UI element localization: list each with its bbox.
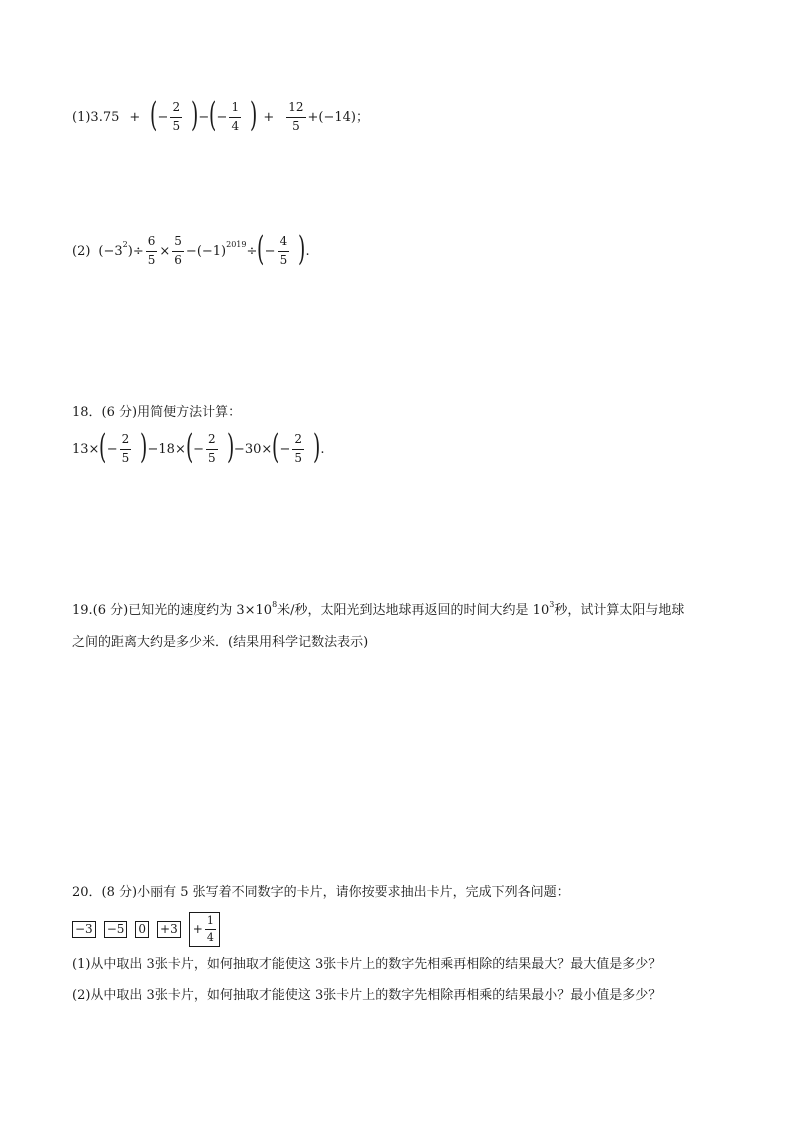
label: (2) [72,243,91,259]
question-text: 20．(8 分)小丽有 5 张写着不同数字的卡片，请你按要求抽出卡片，完成下列各问题： [72,885,570,900]
tail-term: +(−14)； [307,109,370,125]
power-base: (−3 [98,243,123,259]
q20-title [72,886,570,899]
right-paren: ) [298,229,306,269]
fraction [286,101,305,132]
number-card: −5 [104,921,128,938]
fraction [120,433,132,464]
numerator: 4 [278,235,290,251]
denominator: 6 [174,252,182,267]
left-paren: ( [209,95,217,135]
minus-sign: − [198,109,210,125]
term: 13× [72,441,100,457]
fraction [278,235,290,266]
period: . [305,243,310,259]
q20-sub1 [72,958,661,971]
denominator: 5 [292,118,300,133]
number-card: +3 [157,921,181,938]
plus-sign: + [192,922,203,936]
question-text: 之间的距离大约是多少米．(结果用科学记数法表示) [72,635,369,650]
fraction [205,915,216,944]
number-card: 0 [135,921,149,938]
denominator: 5 [294,450,303,465]
q17-part1-expression [72,95,370,135]
minus-sign: − [279,441,291,457]
left-paren: ( [99,427,107,467]
exponent: 8 [272,599,278,609]
period: . [320,441,325,457]
right-paren: ) [250,95,258,135]
fraction [292,433,304,464]
numerator: 1 [205,915,216,930]
exponent: 2 [122,240,128,249]
exponent: 2019 [226,240,247,249]
right-paren: ) [140,427,148,467]
question-text: (1)从中取出 3张卡片，如何抽取才能使这 3张卡片上的数字先相乘再相除的结果最大？最大值是多少？ [72,957,662,972]
right-paren: ) [313,427,321,467]
q20-sub2 [72,989,661,1002]
exponent: 3 [549,599,555,609]
minus-sign: − [264,243,276,259]
fraction [229,101,241,132]
label: (1) [72,109,91,125]
fraction [172,235,184,266]
middle-term: −(−1) [185,243,227,259]
plus-sign: + [263,109,275,125]
numerator: 2 [120,433,132,449]
fraction [146,235,158,266]
minus-sign: − [157,109,169,125]
denominator: 4 [206,931,214,945]
question-text: 19.(6 分)已知光的速度约为 3×10 [72,603,273,618]
right-paren: ) [226,427,234,467]
numerator: 12 [286,101,305,117]
minus-sign: − [216,109,228,125]
left-paren: ( [272,427,280,467]
times-sign: × [159,243,171,259]
left-paren: ( [257,229,265,269]
denominator: 5 [208,450,216,465]
numerator: 1 [229,101,241,117]
number-cards [72,912,220,947]
decimal-term: 3.75 [90,109,120,125]
minus-sign: − [106,441,118,457]
fraction [170,101,182,132]
term: −30× [233,441,273,457]
plus-sign: + [129,109,141,125]
numerator: 2 [170,101,182,117]
minus-sign: − [193,441,205,457]
operator: )÷ [127,243,144,259]
numerator: 6 [146,235,158,251]
q17-part2-expression [72,229,310,269]
number-card-fraction [189,912,220,947]
fraction [206,433,218,464]
q19-line1 [72,599,685,618]
denominator: 5 [147,252,156,267]
question-text: 18．(6 分)用简便方法计算： [72,405,242,420]
q18-title [72,406,241,419]
q18-expression [72,427,325,467]
question-text: 秒，试计算太阳与地球 [554,603,685,618]
numerator: 5 [172,235,184,251]
question-text: 米/秒，太阳光到达地球再返回的时间大约是 10 [277,603,550,618]
left-paren: ( [150,95,158,135]
divide-sign: ÷ [246,243,258,259]
denominator: 4 [231,118,240,133]
question-text: (2)从中取出 3张卡片，如何抽取才能使这 3张卡片上的数字先相除再相乘的结果最小？最小值是多少？ [72,988,662,1003]
numerator: 2 [206,433,218,449]
right-paren: ) [191,95,199,135]
denominator: 5 [279,252,288,267]
numerator: 2 [292,433,304,449]
term: −18× [147,441,186,457]
left-paren: ( [185,427,194,467]
denominator: 5 [172,118,181,133]
denominator: 5 [121,450,130,465]
q19-line2 [72,636,368,649]
number-card: −3 [72,921,96,938]
